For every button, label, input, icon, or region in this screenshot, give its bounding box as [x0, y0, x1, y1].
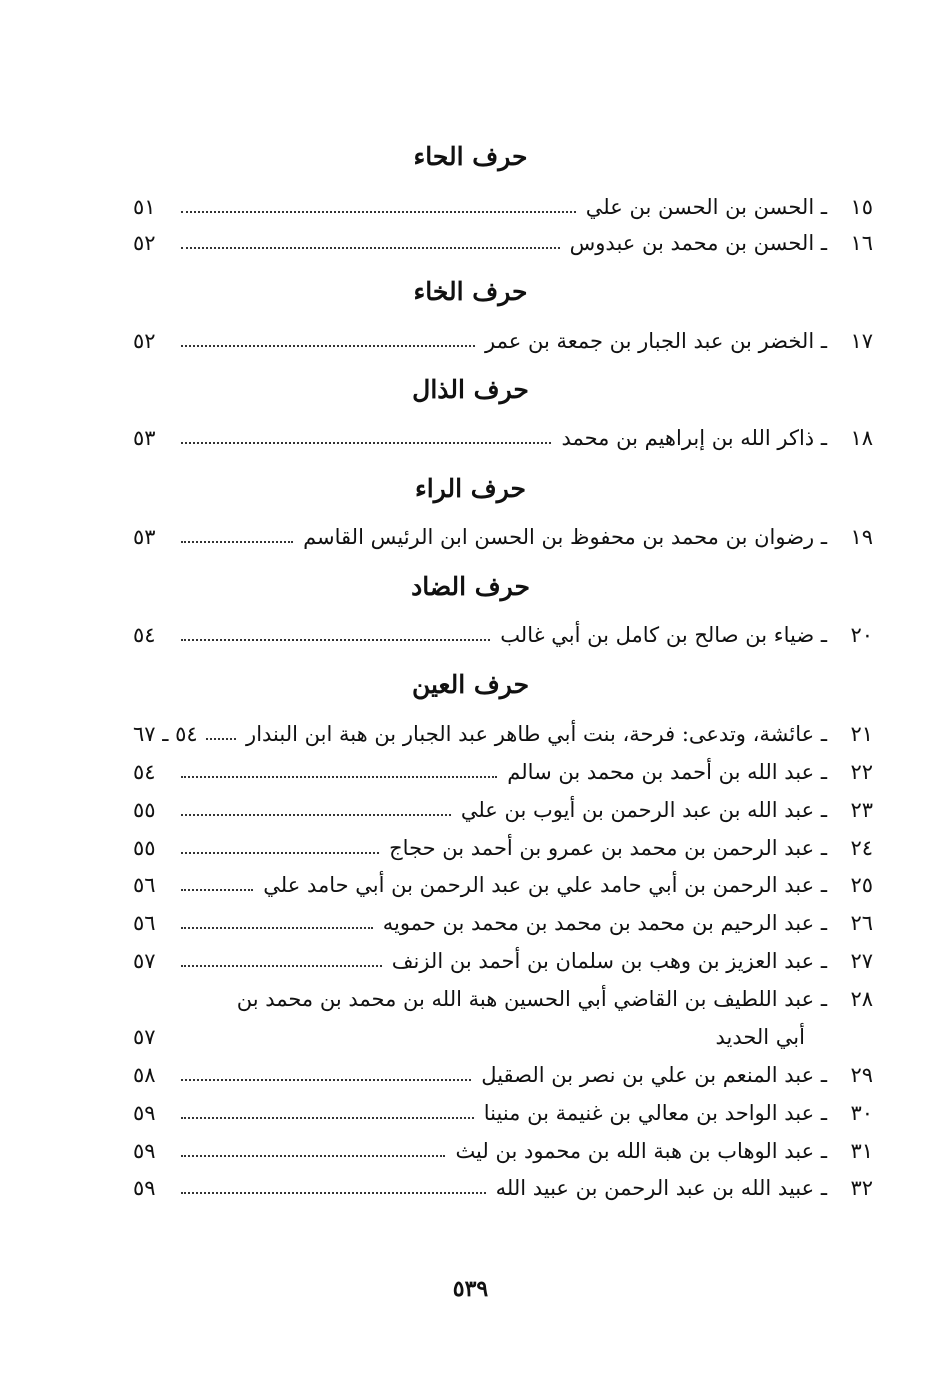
entry-page: ٥٤: [133, 623, 156, 647]
section-heading-dhal: حرف الذال: [412, 375, 529, 404]
index-entry-continuation: [133, 1020, 873, 1054]
entry-number: ١٧: [850, 329, 873, 353]
section-heading-dad: حرف الضاد: [411, 572, 530, 601]
entry-number: ٣٢: [850, 1176, 873, 1200]
entry-page: ٥٩: [133, 1101, 156, 1125]
section-heading-khaa: حرف الخاء: [413, 277, 528, 306]
index-entry: [133, 1134, 873, 1168]
dot-leader: [181, 965, 382, 967]
index-entry: [133, 982, 873, 1016]
entry-page: ٥٣: [133, 525, 156, 549]
index-entry: [133, 793, 873, 827]
entry-number: ٣٠: [850, 1101, 873, 1125]
index-entry: [133, 1058, 873, 1092]
entry-page: ٥٧: [133, 949, 156, 973]
entry-page: ٥٦: [133, 911, 156, 935]
index-entry: [133, 226, 873, 260]
entry-page: ٥٢: [133, 231, 156, 255]
entry-title: ـ عبد الرحمن بن محمد بن عمرو بن أحمد بن حجاج: [389, 836, 827, 860]
index-entry: [133, 755, 873, 789]
dot-leader: [181, 442, 551, 444]
section-heading-haa: حرف الحاء: [413, 142, 528, 171]
entry-page: ٥٨: [133, 1063, 156, 1087]
entry-page: ٥٥: [133, 836, 156, 860]
entry-number: ٢٢: [850, 760, 873, 784]
dot-leader: [181, 927, 373, 929]
index-entry: [133, 717, 873, 751]
entry-title: ـ عبد الله بن أحمد بن محمد بن سالم: [507, 760, 827, 784]
entry-number: ٢٥: [850, 873, 873, 897]
entry-number: ٢١: [850, 722, 873, 746]
dot-leader: [181, 211, 576, 213]
index-entry: [133, 1171, 873, 1205]
dot-leader: [181, 1117, 474, 1119]
dot-leader: [181, 247, 560, 249]
entry-page: ٥٤: [133, 760, 156, 784]
entry-page: ٥٥: [133, 798, 156, 822]
entry-title: ـ عبد المنعم بن علي بن نصر بن الصقيل: [481, 1063, 827, 1087]
index-entry: [133, 324, 873, 358]
index-entry: [133, 906, 873, 940]
entry-title: ـ الحسن بن الحسن بن علي: [585, 195, 827, 219]
dot-leader: [181, 1155, 445, 1157]
entry-page: ٥٦: [133, 873, 156, 897]
index-entry: [133, 190, 873, 224]
page-number: ٥٣٩: [452, 1276, 489, 1302]
index-entry: [133, 520, 873, 554]
entry-title: ـ ضياء بن صالح بن كامل بن أبي غالب: [500, 623, 827, 647]
entry-number: ٢٠: [850, 623, 873, 647]
dot-leader: [181, 639, 490, 641]
entry-page: ٥١: [133, 195, 156, 219]
entry-title: ـ عبد العزيز بن وهب بن سلمان بن أحمد بن الزنف: [391, 949, 827, 973]
entry-title: ـ عبد الرحيم بن محمد بن محمد بن محمد بن حمويه: [382, 911, 827, 935]
entry-number: ١٥: [850, 195, 873, 219]
entry-title: ـ عبيد الله بن عبد الرحمن بن عبيد الله: [495, 1176, 827, 1200]
dot-leader: [181, 1079, 471, 1081]
entry-page: ٥٩: [133, 1139, 156, 1163]
dot-leader: [181, 345, 475, 347]
section-heading-ayn: حرف العين: [411, 670, 530, 699]
index-entry: [133, 944, 873, 978]
dot-leader: [181, 541, 293, 543]
entry-title: ـ عبد الله بن عبد الرحمن بن أيوب بن علي: [460, 798, 827, 822]
index-entry: [133, 831, 873, 865]
entry-title: ـ الحسن بن محمد بن عبدوس: [569, 231, 827, 255]
index-entry: [133, 868, 873, 902]
dot-leader: [181, 814, 451, 816]
entry-page: ٥٧: [133, 1025, 156, 1049]
entry-title: ـ عائشة، وتدعى: فرحة، بنت أبي طاهر عبد الجبار بن هبة ابن البندار: [246, 722, 827, 746]
dot-leader: [181, 776, 497, 778]
entry-title: ـ عبد الوهاب بن هبة الله بن محمود بن ليث: [455, 1139, 827, 1163]
entry-title: ـ ذاكر الله بن إبراهيم بن محمد: [561, 426, 827, 450]
entry-page: ٥٣: [133, 426, 156, 450]
entry-title: ـ رضوان بن محمد بن محفوظ بن الحسن ابن الرئيس القاسم: [303, 525, 827, 549]
entry-title: ـ الخضر بن عبد الجبار بن جمعة بن عمر: [485, 329, 827, 353]
dot-leader: [181, 1192, 486, 1194]
entry-title-continuation: أبي الحديد: [715, 1025, 805, 1049]
index-entry: [133, 421, 873, 455]
index-entry: [133, 618, 873, 652]
entry-number: ٢٧: [850, 949, 873, 973]
entry-number: ٢٦: [850, 911, 873, 935]
entry-title: ـ عبد اللطيف بن القاضي أبي الحسين هبة الله بن محمد بن محمد بن: [236, 987, 827, 1011]
section-heading-raa: حرف الراء: [415, 474, 526, 503]
entry-number: ٢٨: [850, 987, 873, 1011]
dot-leader: [181, 852, 379, 854]
entry-number: ١٨: [850, 426, 873, 450]
entry-number: ٢٣: [850, 798, 873, 822]
dot-leader: [181, 1041, 705, 1043]
entry-number: ١٦: [850, 231, 873, 255]
entry-number: ٣١: [850, 1139, 873, 1163]
entry-page: ٥٢: [133, 329, 156, 353]
entry-page: ٥٩: [133, 1176, 156, 1200]
entry-number: ٢٩: [850, 1063, 873, 1087]
dot-leader: [206, 738, 236, 740]
entry-number: ٢٤: [850, 836, 873, 860]
entry-number: ١٩: [850, 525, 873, 549]
index-entry: [133, 1096, 873, 1130]
dot-leader: [181, 889, 253, 891]
entry-title: ـ عبد الرحمن بن أبي حامد علي بن عبد الرحمن بن أبي حامد علي: [263, 873, 827, 897]
entry-title: ـ عبد الواحد بن معالي بن غنيمة بن منينا: [483, 1101, 827, 1125]
entry-page: ٥٤ ـ ٦٧: [133, 722, 198, 746]
